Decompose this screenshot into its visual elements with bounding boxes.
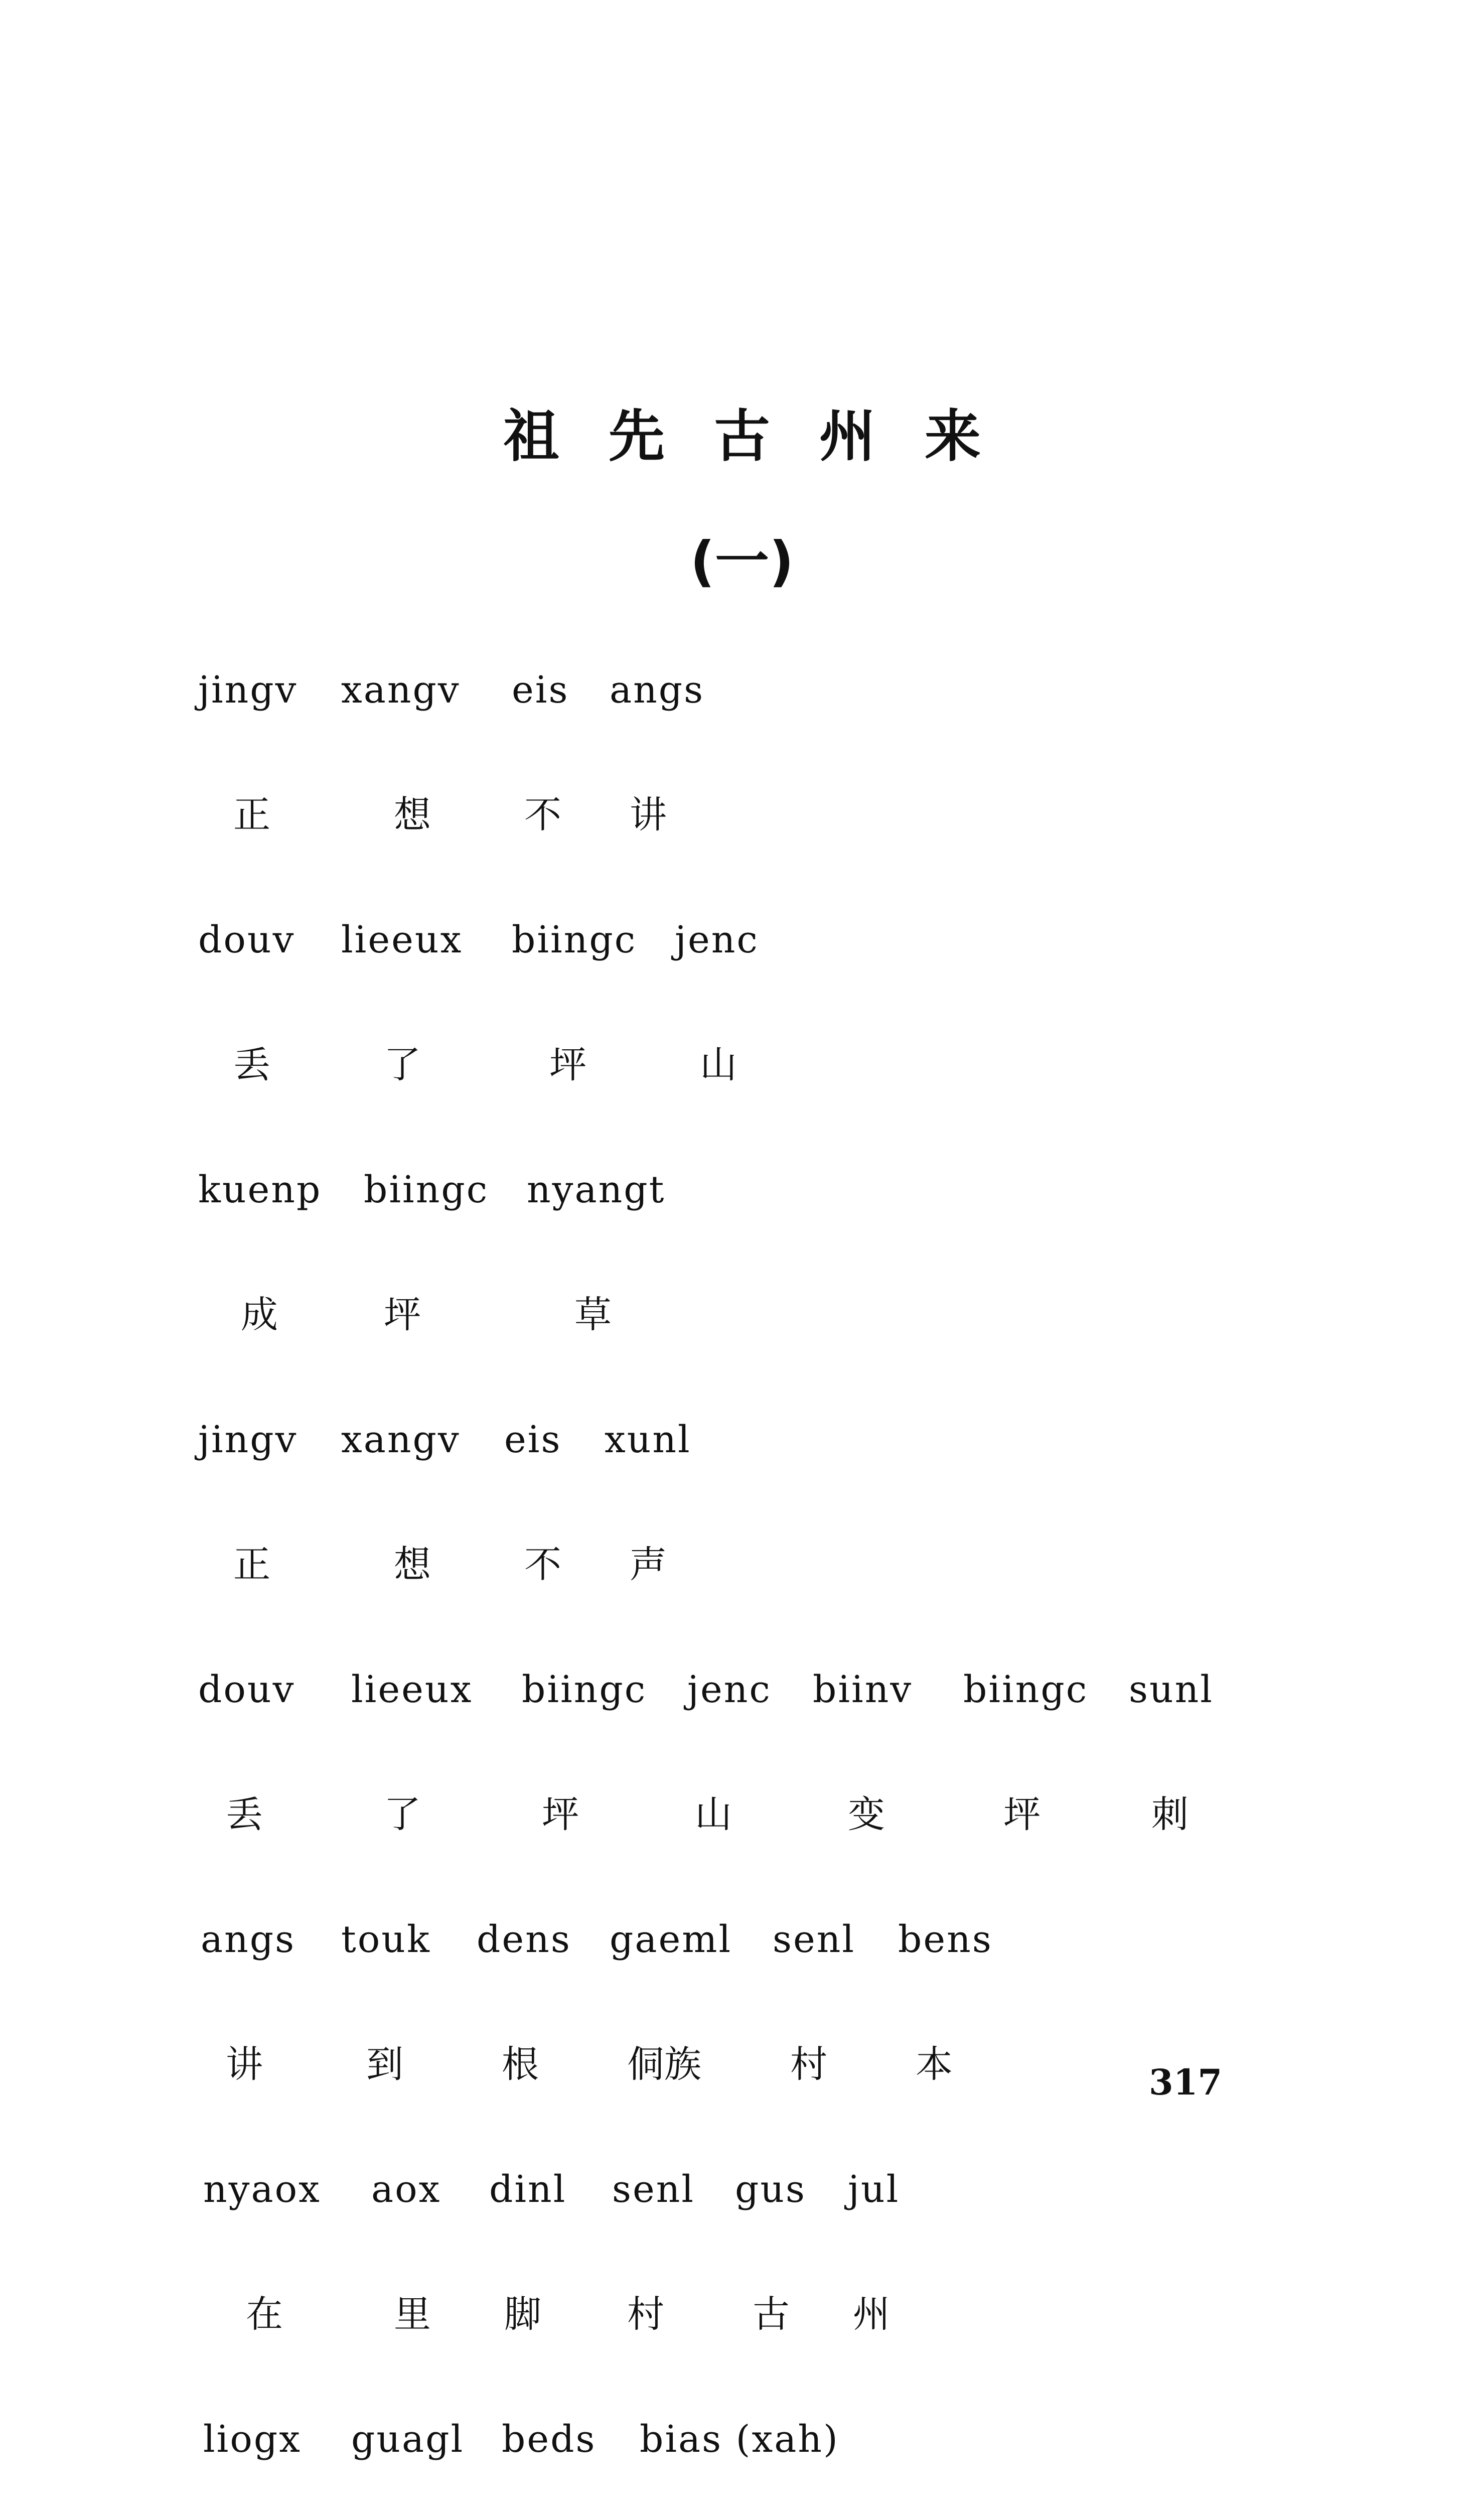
romanized-word: bens [898,1918,993,1961]
romanized-word: eis [512,668,569,712]
chinese-gloss-line [0,1537,1484,1607]
romanized-word: angs [201,1918,296,1961]
romanized-word: bias (xah) [640,2418,839,2461]
romanized-word: senl [612,2168,695,2211]
chinese-word: 想 [394,793,431,837]
chinese-word: 成 [241,1293,278,1336]
chinese-word: 声 [630,1543,667,1586]
romanized-word: angs [610,668,705,712]
chinese-word: 古 [753,2293,790,2336]
chinese-gloss-line [0,2287,1484,2357]
poem-title: 祖先古州来 [503,404,1030,469]
romanized-word: douv [198,1668,295,1711]
chinese-word: 了 [384,1043,421,1086]
romanized-word: guagl [351,2418,465,2461]
romanized-word: gaeml [610,1918,732,1961]
romanized-word: beds [502,2418,597,2461]
romanized-word: senl [773,1918,856,1961]
chinese-word: 讲 [226,2043,263,2086]
chinese-word: 本 [916,2043,953,2086]
romanized-word: eis [504,1418,562,1461]
chinese-word: 正 [233,793,270,837]
chinese-word: 村 [790,2043,827,2086]
romanized-word: biingc [963,1668,1089,1711]
romanized-word: jenc [687,1668,772,1711]
chinese-word: 州 [853,2293,890,2336]
romanized-word: jenc [675,918,759,961]
romanized-word: liogx [203,2418,302,2461]
chinese-word: 坪 [542,1793,579,1836]
section-heading: (一) [690,530,794,593]
chinese-word: 了 [384,1793,421,1836]
romanized-word: jingv [198,1418,298,1461]
romanized-word: gus [735,2168,807,2211]
romanized-word: biingc [522,1668,647,1711]
chinese-word: 里 [394,2293,431,2336]
romanized-line [0,662,1484,733]
chinese-word: 坪 [384,1293,421,1336]
romanized-line [0,2412,1484,2482]
romanized-word: lieeux [341,918,463,961]
chinese-word: 变 [848,1793,885,1836]
chinese-gloss-line [0,2037,1484,2107]
romanized-word: jul [848,2168,900,2211]
page-number: 317 [1149,2061,1223,2103]
romanized-line [0,1912,1484,1982]
chinese-word: 村 [627,2293,664,2336]
chinese-word: 刺 [1151,1793,1189,1836]
romanized-line [0,912,1484,983]
romanized-word: xangv [341,668,461,712]
romanized-word: sunl [1129,1668,1214,1711]
romanized-word: biingc [364,1168,489,1211]
chinese-word: 坪 [1003,1793,1041,1836]
chinese-word: 草 [574,1293,612,1336]
romanized-word: biinv [813,1668,913,1711]
romanized-word: douv [198,918,295,961]
chinese-word: 脚 [504,2293,541,2336]
chinese-word: 山 [700,1043,737,1086]
romanized-line [0,2162,1484,2232]
romanized-word: kuenp [198,1168,322,1211]
chinese-gloss-line [0,1287,1484,1357]
chinese-word: 侗族 [627,2043,701,2086]
chinese-word: 山 [695,1793,732,1836]
romanized-word: jingv [198,668,298,712]
romanized-word: touk [341,1918,431,1961]
romanized-word: dinl [489,2168,567,2211]
chinese-gloss-line [0,787,1484,858]
romanized-word: nyaox [203,2168,321,2211]
chinese-word: 讲 [630,793,667,837]
romanized-word: xunl [605,1418,691,1461]
romanized-word: lieeux [351,1668,473,1711]
romanized-line [0,1412,1484,1482]
romanized-word: dens [477,1918,571,1961]
romanized-word: nyangt [527,1168,666,1211]
chinese-word: 不 [524,793,561,837]
chinese-gloss-line [0,1787,1484,1857]
chinese-word: 根 [502,2043,539,2086]
romanized-word: biingc [512,918,637,961]
chinese-word: 想 [394,1543,431,1586]
chinese-word: 不 [524,1543,561,1586]
chinese-word: 在 [246,2293,283,2336]
chinese-word: 到 [366,2043,403,2086]
romanized-word: xangv [341,1418,461,1461]
chinese-word: 丢 [226,1793,263,1836]
chinese-word: 正 [233,1543,270,1586]
chinese-gloss-line [0,1037,1484,1107]
romanized-line [0,1662,1484,1732]
romanized-line [0,1162,1484,1232]
chinese-word: 坪 [549,1043,586,1086]
romanized-word: aox [371,2168,441,2211]
chinese-word: 丢 [233,1043,270,1086]
